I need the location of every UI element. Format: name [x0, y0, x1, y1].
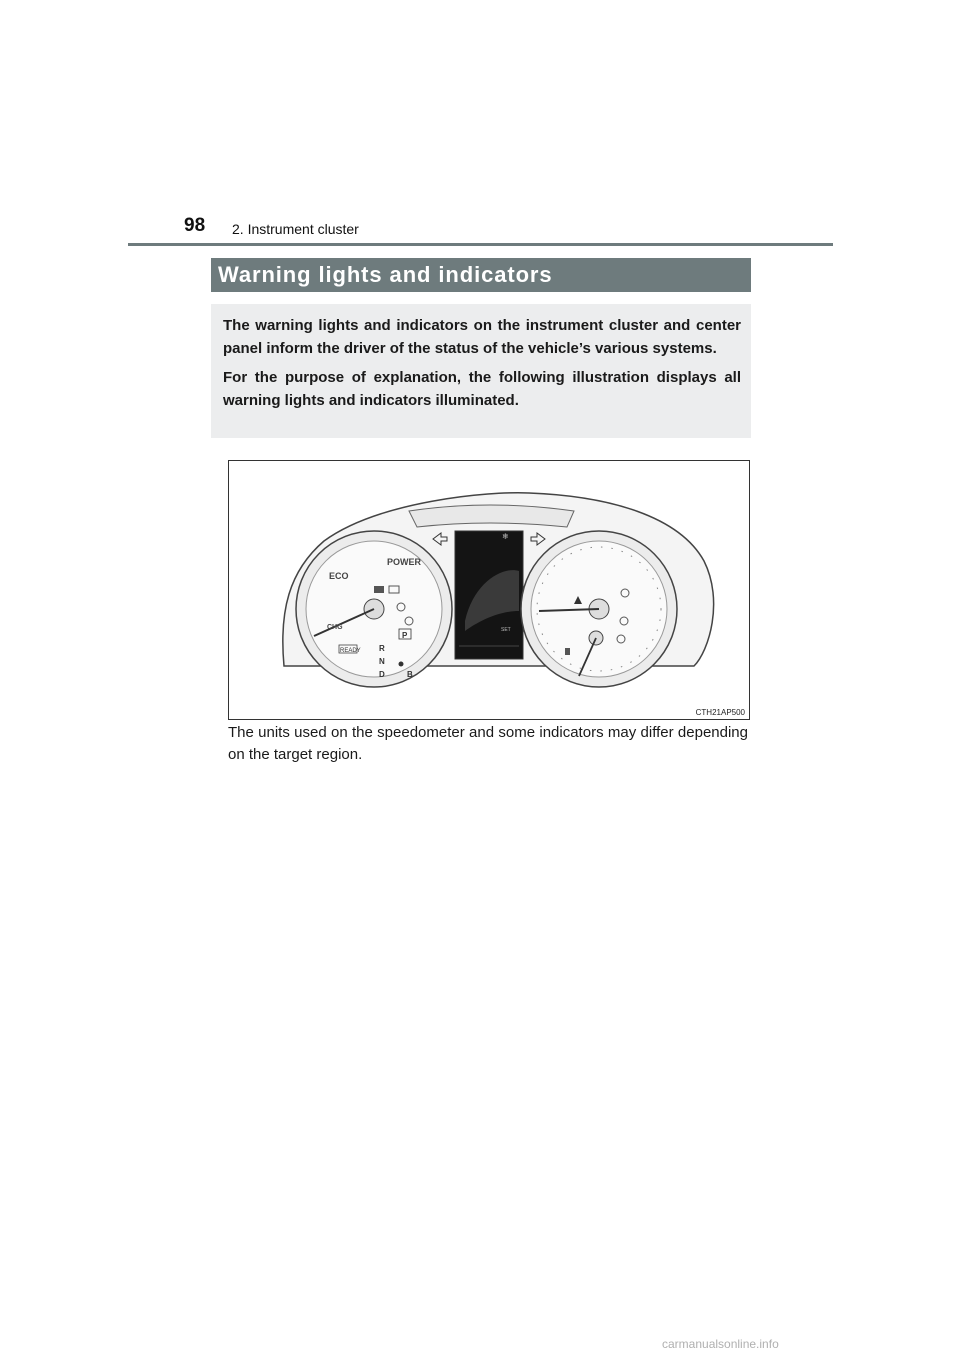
fuel-pump-icon: [565, 648, 570, 655]
gear-b-label: B: [407, 670, 413, 679]
gear-r-label: R: [379, 644, 385, 653]
intro-paragraph-2: For the purpose of explanation, the following illustration displays all warning lights and indicators illuminated.: [223, 369, 741, 409]
section-title: Warning lights and indicators: [218, 262, 553, 287]
header-divider: [128, 243, 833, 246]
instrument-cluster-figure: [228, 460, 750, 720]
gear-indicator-dot: [399, 662, 404, 667]
power-label: POWER: [387, 557, 422, 567]
headlight-indicator-icon: [374, 586, 384, 593]
ready-label: READY: [340, 648, 361, 654]
intro-box: [211, 304, 751, 438]
instrument-cluster-illustration: [229, 461, 749, 719]
intro-paragraph-1: The warning lights and indicators on the instrument cluster and center panel inform the driver of the status of the vehicle’s various systems.: [223, 317, 741, 357]
gear-p-label: P: [402, 631, 408, 640]
figure-code: CTH21AP500: [695, 708, 745, 717]
chg-label: CHG: [327, 624, 343, 631]
section-title-bar: [211, 258, 751, 292]
page-number: 98: [184, 215, 206, 236]
eco-label: ECO: [329, 571, 349, 581]
snowflake-icon: ❄: [502, 532, 509, 541]
set-label: SET: [501, 627, 511, 633]
gear-n-label: N: [379, 657, 385, 666]
watermark: carmanualsonline.info: [662, 1337, 779, 1351]
figure-caption: The units used on the speedometer and some indicators may differ depending on the target region.: [228, 724, 748, 763]
section-breadcrumb: 2. Instrument cluster: [232, 221, 359, 237]
gear-d-label: D: [379, 670, 385, 679]
